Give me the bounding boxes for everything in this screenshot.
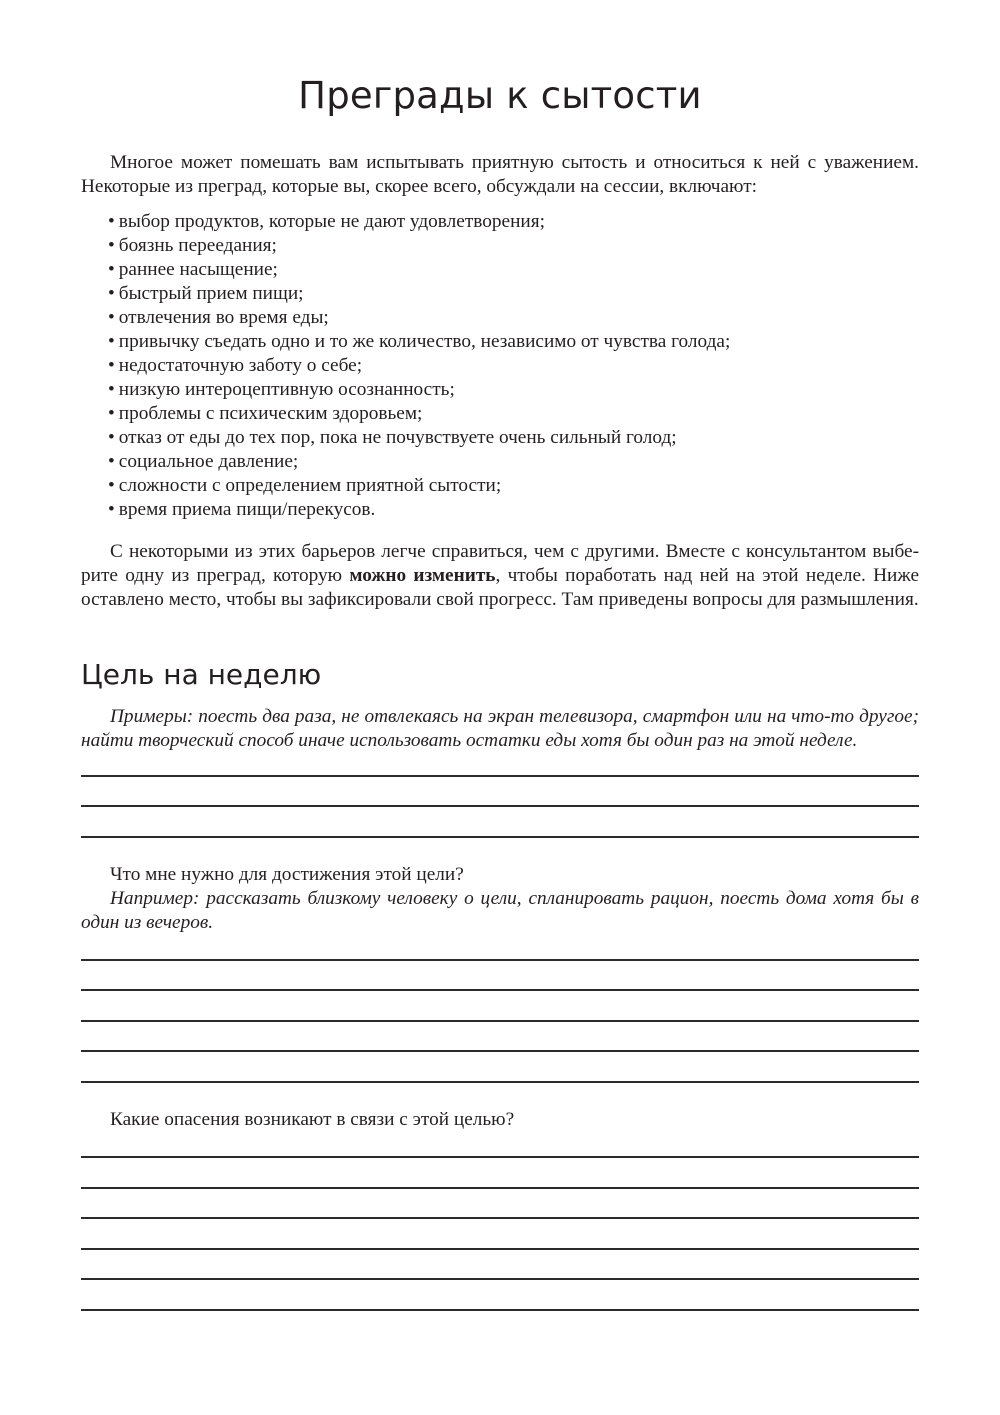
list-item: • время приема пищи/перекусов. [108,499,376,520]
bullet-icon: • [108,403,115,424]
bullet-icon: • [108,259,115,280]
list-item: • сложности с определением приятной сытости; [108,475,502,496]
answer-line[interactable] [81,959,919,961]
list-item: • боязнь переедания; [108,235,277,256]
bullet-icon: • [108,451,115,472]
list-item: • отказ от еды до тех пор, пока не почувствуете очень сильный голод; [108,427,677,448]
list-item: • недостаточную заботу о себе; [108,355,363,376]
bullet-icon: • [108,331,115,352]
list-item: • раннее насыщение; [108,259,278,280]
list-item: • привычку съедать одно и то же количество, независимо от чувства голода; [108,331,731,352]
question-what-needed: Что мне нужно для достижения этой цели? [110,864,464,885]
page-title: Преграды к сытости [298,74,702,117]
question-concerns: Какие опасения возникают в связи с этой целью? [110,1109,515,1130]
list-item: • социальное давление; [108,451,299,472]
answer-line[interactable] [81,1187,919,1189]
emphasis-text: можно изменить [349,565,496,586]
answer-line[interactable] [81,1278,919,1280]
answer-line[interactable] [81,805,919,807]
intro-paragraph: Многое может помешать вам испытывать приятную сытость и относиться к ней с уважением. Некоторые из преград, которые вы, скорее всего, обсуждали на сессии, включают: [81,152,919,197]
list-item: • отвлечения во время еды; [108,307,329,328]
bullet-icon: • [108,307,115,328]
barriers-list [108,210,730,522]
outro-paragraph: С некоторыми из этих барьеров легче справиться, чем с другими. Вместе с консультантом выберите одну из преград, которую можно изменить, чтобы поработать над ней на этой неделе. Ниже оставлено место, чтобы вы зафиксировали свой прогресс. Там приведены вопросы для размышления. [81,541,919,610]
bullet-icon: • [108,379,115,400]
bullet-icon: • [108,427,115,448]
list-item: • быстрый прием пищи; [108,283,304,304]
answer-line[interactable] [81,775,919,777]
answer-line[interactable] [81,836,919,838]
section-heading-weekly-goal: Цель на неделю [81,658,322,691]
answer-line[interactable] [81,1248,919,1250]
answer-line[interactable] [81,989,919,991]
list-item: • выбор продуктов, которые не дают удовлетворения; [108,211,545,232]
bullet-icon: • [108,211,115,232]
list-item: • проблемы с психическим здоровьем; [108,403,423,424]
answer-line[interactable] [81,1050,919,1052]
bullet-icon: • [108,355,115,376]
list-item: • низкую интероцептивную осознанность; [108,379,455,400]
bullet-icon: • [108,283,115,304]
answer-line[interactable] [81,1309,919,1311]
bullet-icon: • [108,235,115,256]
answer-line[interactable] [81,1217,919,1219]
answer-line[interactable] [81,1020,919,1022]
question-what-needed-example: Например: рассказать близкому человеку о цели, спланировать рацион, поесть дома хотя бы в один из вечеров. [81,888,919,933]
goal-examples: Примеры: поесть два раза, не отвлекаясь на экран телевизора, смартфон или на что-то другое; найти творческий способ иначе использовать остатки еды хотя бы один раз на этой неделе. [81,706,919,751]
bullet-icon: • [108,499,115,520]
bullet-icon: • [108,475,115,496]
answer-line[interactable] [81,1081,919,1083]
answer-line[interactable] [81,1156,919,1158]
